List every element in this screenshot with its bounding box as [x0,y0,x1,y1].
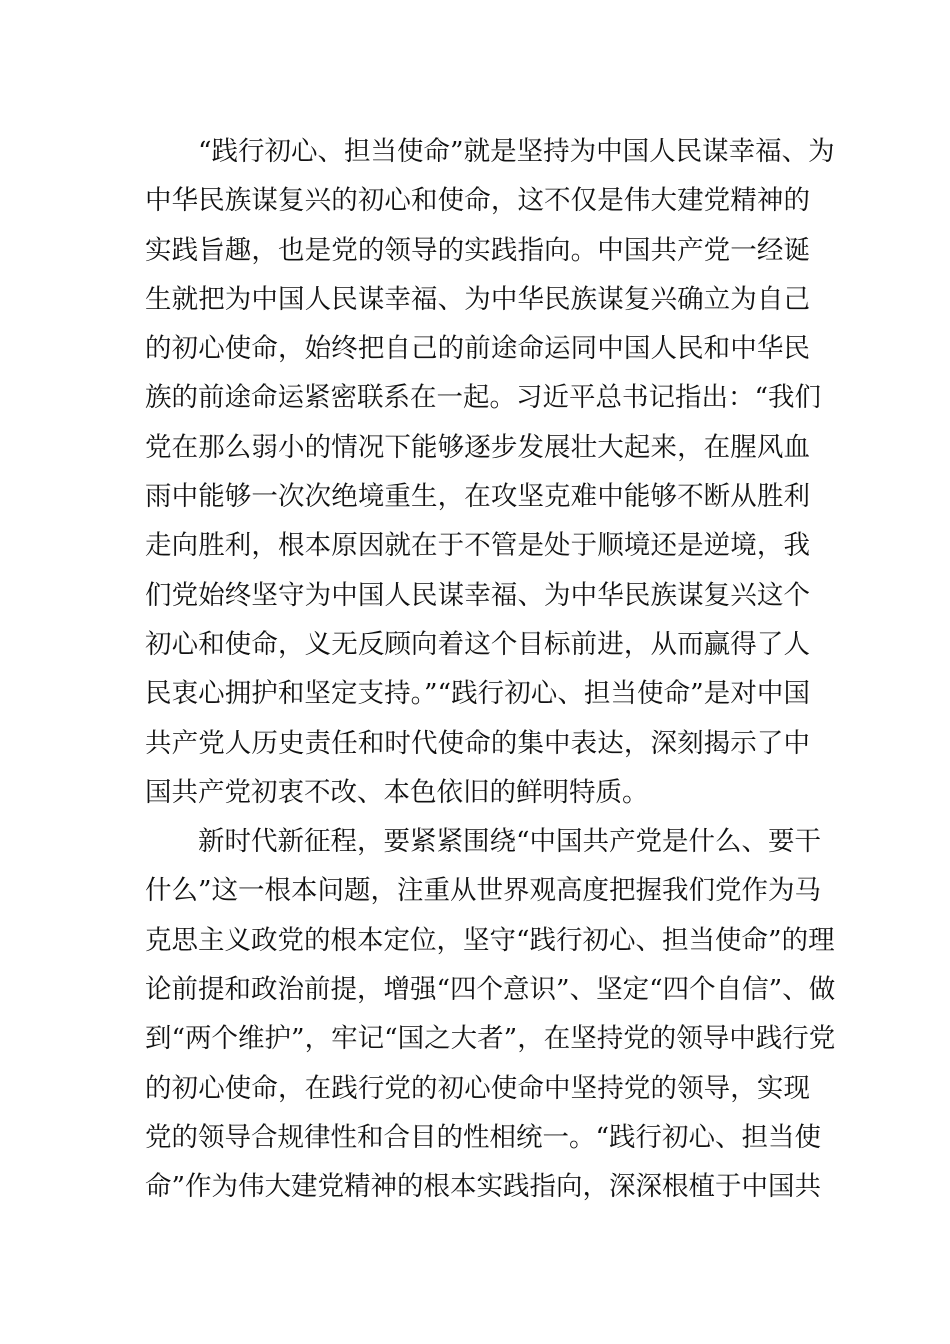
text-line: 雨中能够一次次绝境重生，在攻坚克难中能够不断从胜利 [145,481,810,513]
text-line: 国共产党初衷不改、本色依旧的鲜明特质。 [145,776,649,808]
text-line: 走向胜利，根本原因就在于不管是处于顺境还是逆境，我 [145,530,810,562]
text-line: 克思主义政党的根本定位，坚守“践行初心、担当使命”的理 [145,924,835,956]
body-text [145,127,836,1212]
text-line: 的初心使命，始终把自己的前途命运同中国人民和中华民 [145,333,810,365]
text-line: 的初心使命，在践行党的初心使命中坚持党的领导，实现 [145,1072,810,1104]
text-line: 到“两个维护”，牢记“国之大者”，在坚持党的领导中践行党 [145,1023,836,1055]
text-line: 生就把为中国人民谋幸福、为中华民族谋复兴确立为自己 [145,283,810,315]
text-line: 党在那么弱小的情况下能够逐步发展壮大起来，在腥风血 [145,431,810,463]
text-line: 新时代新征程，要紧紧围绕“中国共产党是什么、要干 [198,826,822,858]
text-line: 共产党人历史责任和时代使命的集中表达，深刻揭示了中 [145,727,810,759]
text-line: 命”作为伟大建党精神的根本实践指向，深深根植于中国共 [145,1171,822,1203]
paragraph-2 [145,817,836,1211]
text-line: 中华民族谋复兴的初心和使命，这不仅是伟大建党精神的 [145,185,810,217]
text-line: “践行初心、担当使命”就是坚持为中国人民谋幸福、为 [198,136,835,167]
text-line: 初心和使命，义无反顾向着这个目标前进，从而赢得了人 [145,628,810,660]
text-line: 什么”这一根本问题，注重从世界观高度把握我们党作为马 [145,875,822,907]
text-line: 论前提和政治前提，增强“四个意识”、坚定“四个自信”、做 [145,974,836,1006]
text-line: 党的领导合规律性和合目的性相统一。“践行初心、担当使 [145,1121,822,1153]
text-line: 民衷心拥护和坚定支持。”“践行初心、担当使命”是对中国 [145,678,810,710]
text-line: 实践旨趣，也是党的领导的实践指向。中国共产党一经诞 [145,234,810,266]
paragraph-1 [145,127,835,817]
text-line: 们党始终坚守为中国人民谋幸福、为中华民族谋复兴这个 [145,579,810,611]
text-line: 族的前途命运紧密联系在一起。习近平总书记指出：“我们 [145,382,822,414]
